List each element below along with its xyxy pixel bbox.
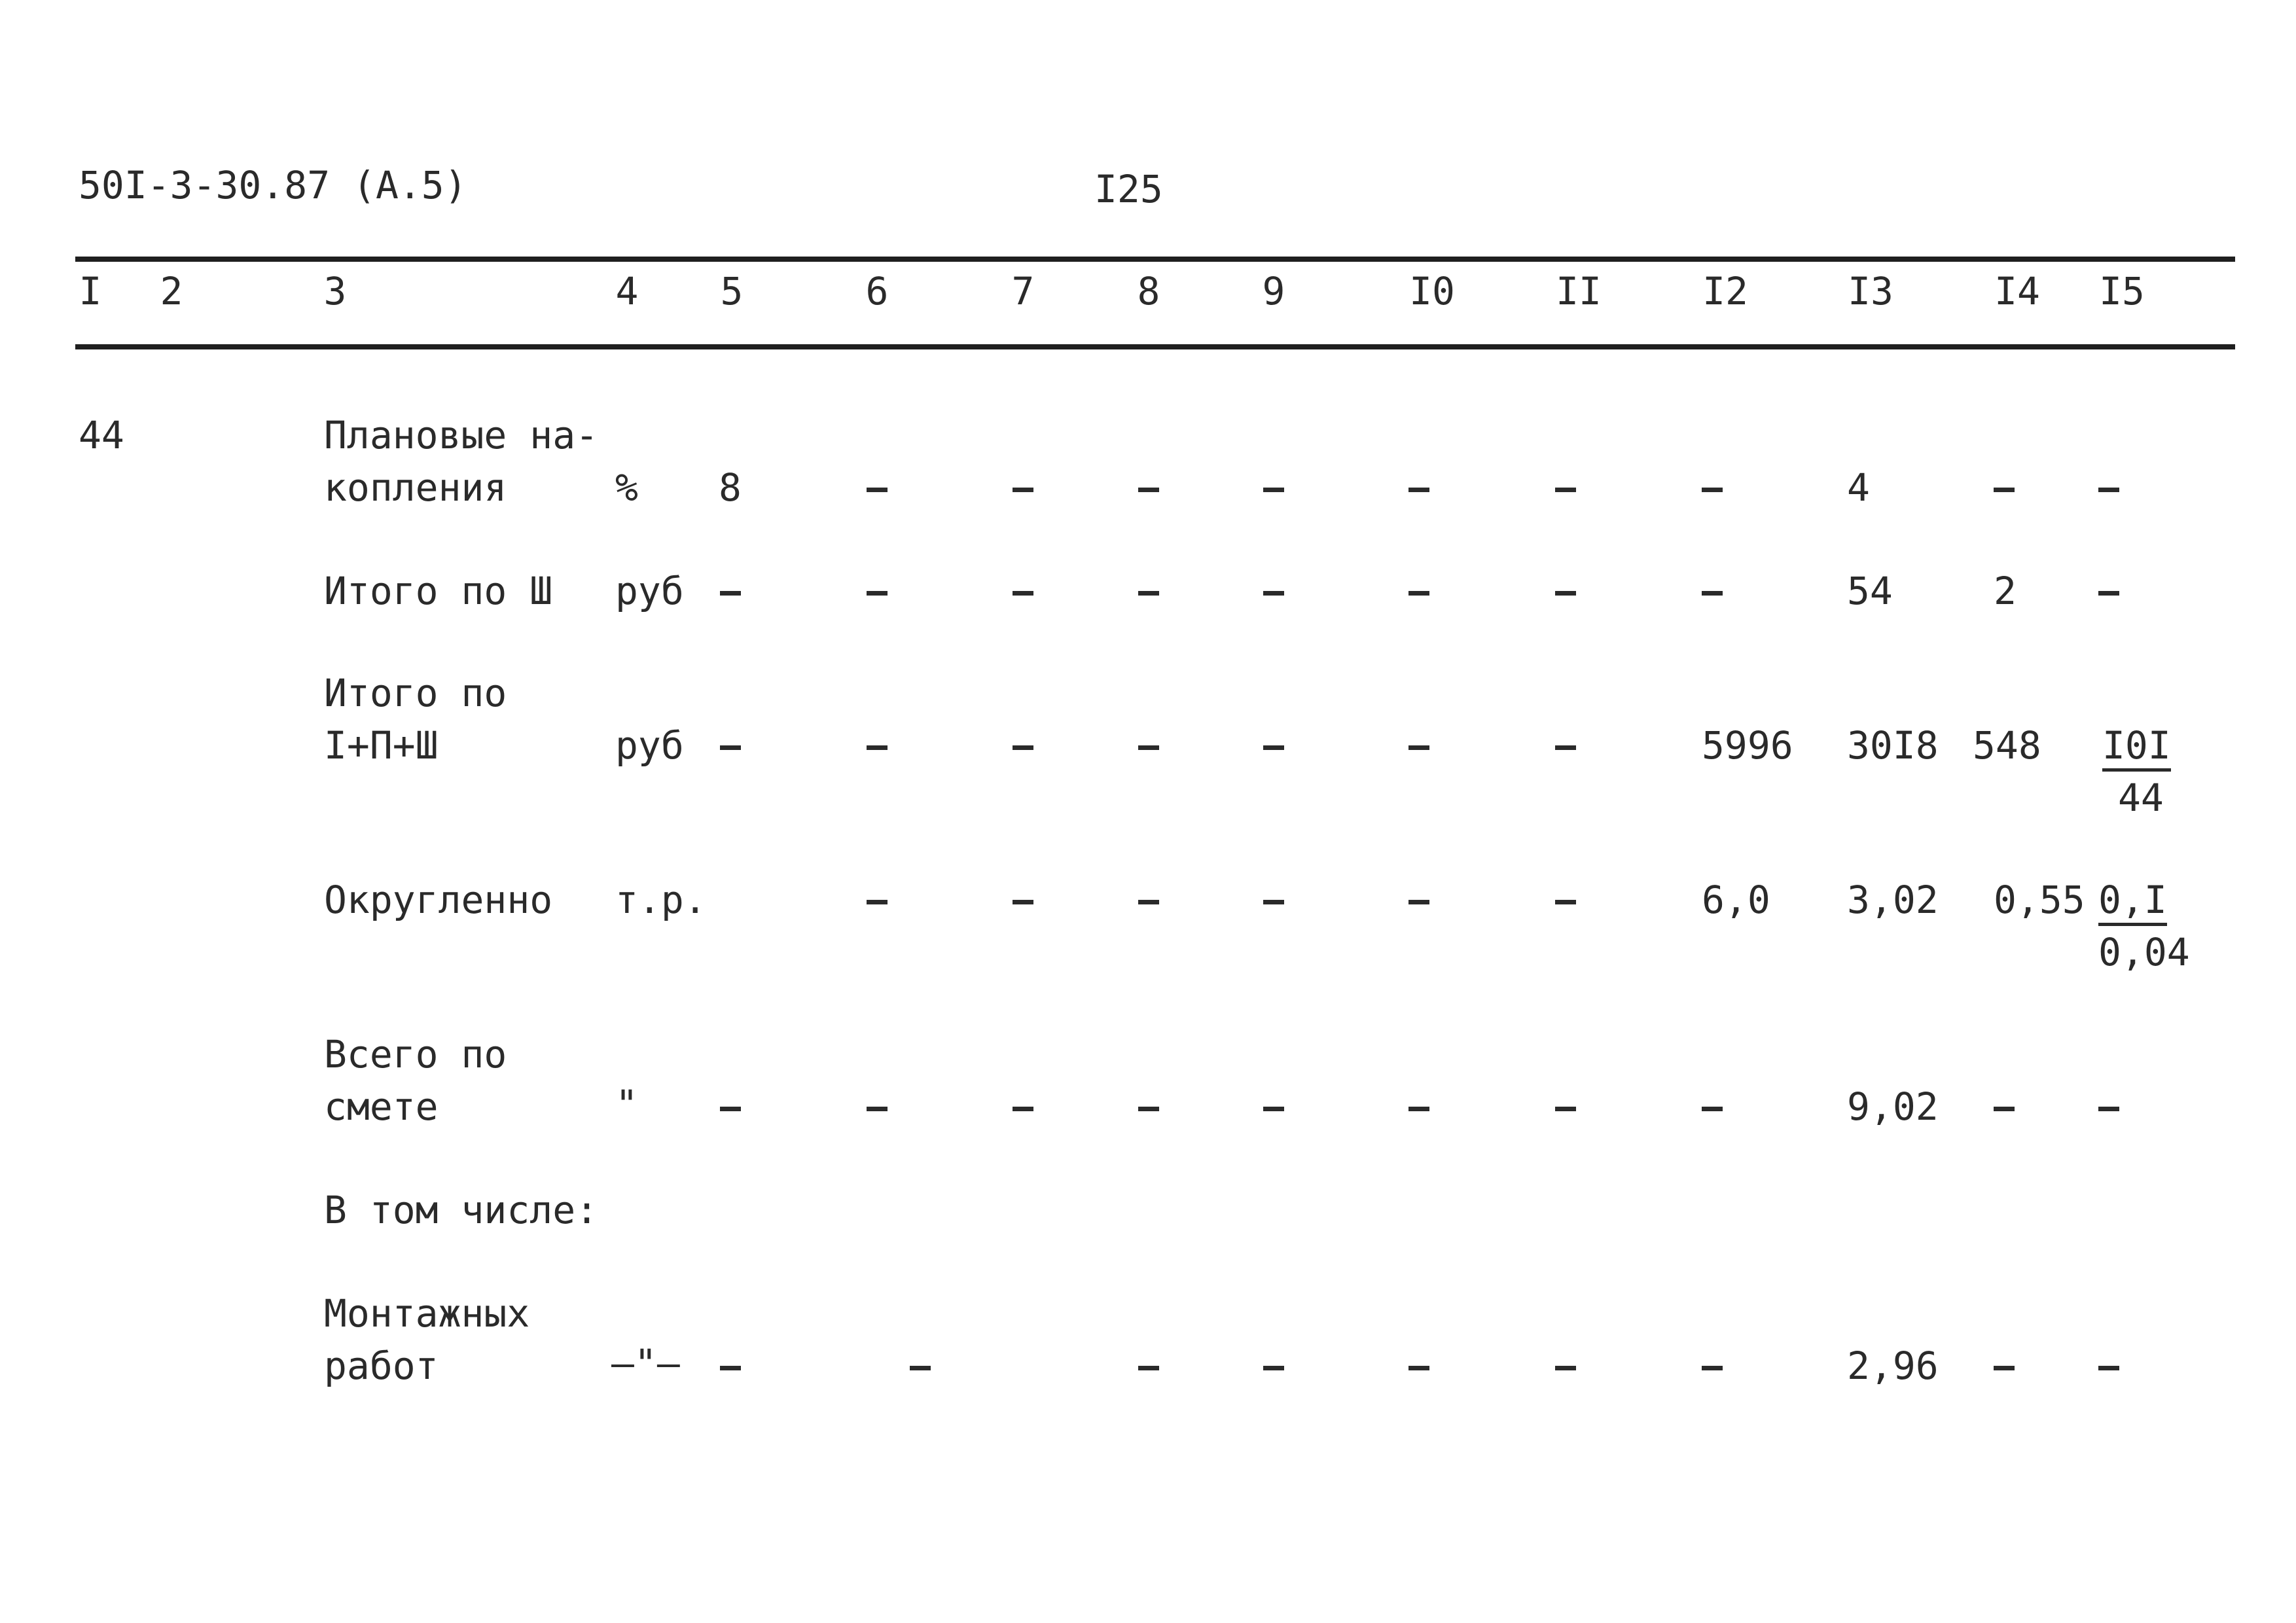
dash-mark bbox=[1555, 745, 1576, 750]
dash-mark bbox=[867, 745, 888, 750]
dash-mark bbox=[867, 591, 888, 596]
dash-mark bbox=[1013, 1107, 1033, 1111]
column-number: I bbox=[79, 269, 102, 313]
row-name: Итого по bbox=[324, 671, 507, 715]
dash-mark bbox=[867, 1107, 888, 1111]
dash-mark bbox=[1555, 488, 1576, 492]
dash-mark bbox=[910, 1366, 931, 1370]
column-number: 4 bbox=[615, 269, 639, 313]
dash-mark bbox=[1555, 1107, 1576, 1111]
cell-value: 548 bbox=[1973, 723, 2041, 768]
fraction-numerator: 0,I bbox=[2098, 881, 2167, 926]
dash-mark bbox=[1263, 900, 1284, 904]
fraction-numerator: I0I bbox=[2102, 726, 2171, 772]
dash-mark bbox=[1408, 488, 1429, 492]
dash-mark bbox=[720, 1366, 741, 1370]
column-number: 7 bbox=[1011, 269, 1035, 313]
dash-mark bbox=[1138, 591, 1159, 596]
dash-mark bbox=[1263, 1107, 1284, 1111]
dash-mark bbox=[867, 488, 888, 492]
dash-mark bbox=[1555, 1366, 1576, 1370]
dash-mark bbox=[720, 745, 741, 750]
row-unit: руб bbox=[615, 723, 684, 768]
dash-mark bbox=[1013, 745, 1033, 750]
dash-mark bbox=[1994, 1366, 2015, 1370]
row-number: 44 bbox=[79, 413, 124, 457]
row-name: Итого по Ш bbox=[324, 569, 553, 613]
dash-mark bbox=[720, 591, 741, 596]
cell-value: 8 bbox=[719, 465, 742, 510]
cell-value: 0,55 bbox=[1994, 878, 2085, 922]
dash-mark bbox=[2098, 488, 2119, 492]
dash-mark bbox=[1408, 1366, 1429, 1370]
dash-mark bbox=[1013, 591, 1033, 596]
dash-mark bbox=[1138, 488, 1159, 492]
cell-value: 6,0 bbox=[1702, 878, 1770, 922]
row-name: работ bbox=[324, 1344, 439, 1388]
row-unit: " bbox=[615, 1082, 638, 1126]
column-number: 2 bbox=[160, 269, 183, 313]
dash-mark bbox=[720, 1107, 741, 1111]
column-number: 8 bbox=[1137, 269, 1160, 313]
dash-mark bbox=[1702, 1107, 1723, 1111]
dash-mark bbox=[1138, 900, 1159, 904]
row-name: Плановые на- bbox=[324, 413, 599, 457]
cell-value: 4 bbox=[1847, 465, 1870, 510]
column-number: 3 bbox=[323, 269, 347, 313]
cell-value: 9,02 bbox=[1847, 1084, 1939, 1129]
row-name: Округленно bbox=[324, 878, 553, 922]
row-name: В том числе: bbox=[324, 1188, 599, 1232]
fraction-denominator: 44 bbox=[2118, 776, 2164, 820]
dash-mark bbox=[2098, 1107, 2119, 1111]
dash-mark bbox=[1263, 745, 1284, 750]
dash-mark bbox=[1702, 591, 1723, 596]
dash-mark bbox=[1013, 900, 1033, 904]
cell-value: 2 bbox=[1994, 569, 2017, 613]
cell-value: 5996 bbox=[1702, 723, 1793, 768]
cell-value: 2,96 bbox=[1847, 1344, 1939, 1388]
dash-mark bbox=[1263, 591, 1284, 596]
dash-mark bbox=[1138, 1366, 1159, 1370]
dash-mark bbox=[1555, 900, 1576, 904]
column-number: I5 bbox=[2099, 269, 2145, 313]
row-name: I+П+Ш bbox=[324, 723, 439, 768]
row-unit: т.р. bbox=[615, 878, 707, 922]
dash-mark bbox=[1702, 488, 1723, 492]
column-number: I4 bbox=[1994, 269, 2040, 313]
column-number: 9 bbox=[1262, 269, 1285, 313]
row-unit: руб bbox=[615, 569, 684, 613]
column-number: I2 bbox=[1702, 269, 1748, 313]
dash-mark bbox=[1408, 1107, 1429, 1111]
dash-mark bbox=[1138, 745, 1159, 750]
dash-mark bbox=[2098, 591, 2119, 596]
dash-mark bbox=[1138, 1107, 1159, 1111]
cell-value: 3,02 bbox=[1847, 878, 1939, 922]
dash-mark bbox=[867, 900, 888, 904]
dash-mark bbox=[1013, 488, 1033, 492]
row-name: смете bbox=[324, 1084, 439, 1129]
dash-mark bbox=[1408, 591, 1429, 596]
row-unit: % bbox=[615, 465, 638, 510]
cell-value: 54 bbox=[1847, 569, 1893, 613]
dash-mark bbox=[1408, 745, 1429, 750]
cell-value: 30I8 bbox=[1847, 723, 1939, 768]
row-name: Всего по bbox=[324, 1032, 507, 1077]
dash-mark bbox=[1263, 1366, 1284, 1370]
dash-mark bbox=[1994, 1107, 2015, 1111]
page-number: I25 bbox=[1094, 167, 1163, 211]
column-number: 5 bbox=[720, 269, 744, 313]
row-unit: –"– bbox=[611, 1341, 680, 1385]
dash-mark bbox=[1555, 591, 1576, 596]
dash-mark bbox=[1263, 488, 1284, 492]
table-top-rule bbox=[75, 257, 2235, 262]
dash-mark bbox=[1408, 900, 1429, 904]
column-number: I0 bbox=[1409, 269, 1455, 313]
dash-mark bbox=[1702, 1366, 1723, 1370]
row-name: копления bbox=[324, 465, 507, 510]
column-number: I3 bbox=[1848, 269, 1893, 313]
fraction-denominator: 0,04 bbox=[2098, 930, 2190, 974]
row-name: Монтажных bbox=[324, 1291, 530, 1336]
dash-mark bbox=[1994, 488, 2015, 492]
table-header-rule bbox=[75, 344, 2235, 349]
column-number: II bbox=[1556, 269, 1602, 313]
dash-mark bbox=[2098, 1366, 2119, 1370]
document-code: 50I-3-30.87 (А.5) bbox=[79, 163, 467, 207]
column-number: 6 bbox=[865, 269, 889, 313]
